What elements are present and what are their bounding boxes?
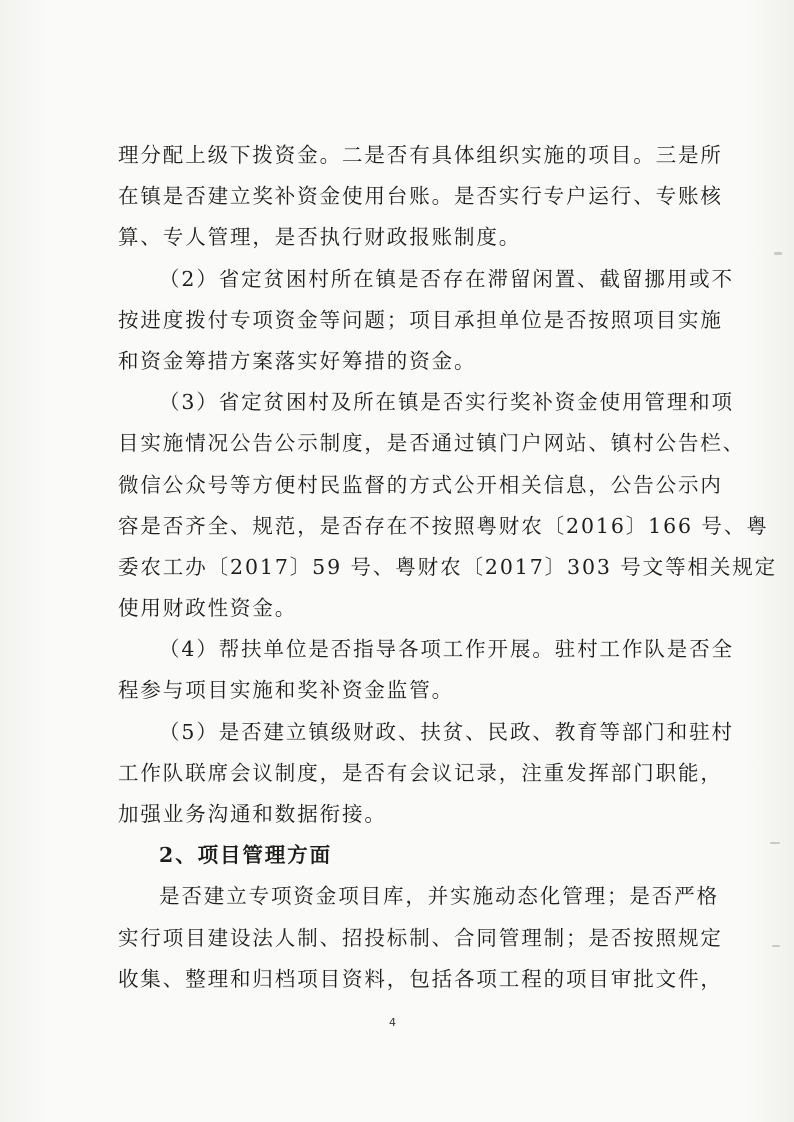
body-text — [118, 142, 778, 1007]
text-line: 委农工办〔2017〕59 号、粤财农〔2017〕303 号文等相关规定 — [118, 554, 778, 579]
paragraph-start-line: （5）是否建立镇级财政、扶贫、民政、教育等部门和驻村 — [159, 719, 734, 744]
text-line: 实行项目建设法人制、招投标制、合同管理制；是否按照规定 — [118, 925, 723, 950]
text-line: 按进度拨付专项资金等问题；项目承担单位是否按照项目实施 — [118, 307, 723, 332]
page-number: 4 — [389, 1016, 396, 1029]
scan-artifact-mark — [774, 252, 782, 255]
section-heading: 2、项目管理方面 — [159, 843, 332, 868]
text-line: 微信公众号等方便村民监督的方式公开相关信息，公告公示内 — [118, 472, 723, 497]
text-line: 目实施情况公告公示制度，是否通过镇门户网站、镇村公告栏、 — [118, 431, 746, 456]
scan-artifact-mark — [772, 945, 780, 947]
text-line: 使用财政性资金。 — [118, 596, 298, 621]
text-line: 程参与项目实施和奖补资金监管。 — [118, 678, 454, 703]
text-line: 加强业务沟通和数据衔接。 — [118, 802, 387, 826]
text-line: 在镇是否建立奖补资金使用台账。是否实行专户运行、专账核 — [118, 184, 723, 209]
paragraph-start-line: 是否建立专项资金项目库，并实施动态化管理；是否严格 — [159, 884, 719, 909]
text-line: 工作队联席会议制度，是否有会议记录，注重发挥部门职能， — [118, 760, 723, 785]
paragraph-start-line: （4）帮扶单位是否指导各项工作开展。驻村工作队是否全 — [159, 637, 734, 662]
text-line: 理分配上级下拨资金。二是否有具体组织实施的项目。三是所 — [118, 143, 723, 167]
text-line: 容是否齐全、规范，是否存在不按照粤财农〔2016〕166 号、粤 — [118, 513, 769, 538]
text-line: 算、专人管理，是否执行财政报账制度。 — [118, 225, 522, 250]
paragraph-start-line: （3）省定贫困村及所在镇是否实行奖补资金使用管理和项 — [159, 390, 734, 415]
text-line: 和资金筹措方案落实好筹措的资金。 — [118, 348, 477, 373]
scan-artifact-mark — [770, 842, 780, 844]
text-line: 收集、整理和归档项目资料，包括各项工程的项目审批文件， — [118, 966, 723, 991]
paragraph-start-line: （2）省定贫困村所在镇是否存在滞留闲置、截留挪用或不 — [159, 266, 734, 291]
